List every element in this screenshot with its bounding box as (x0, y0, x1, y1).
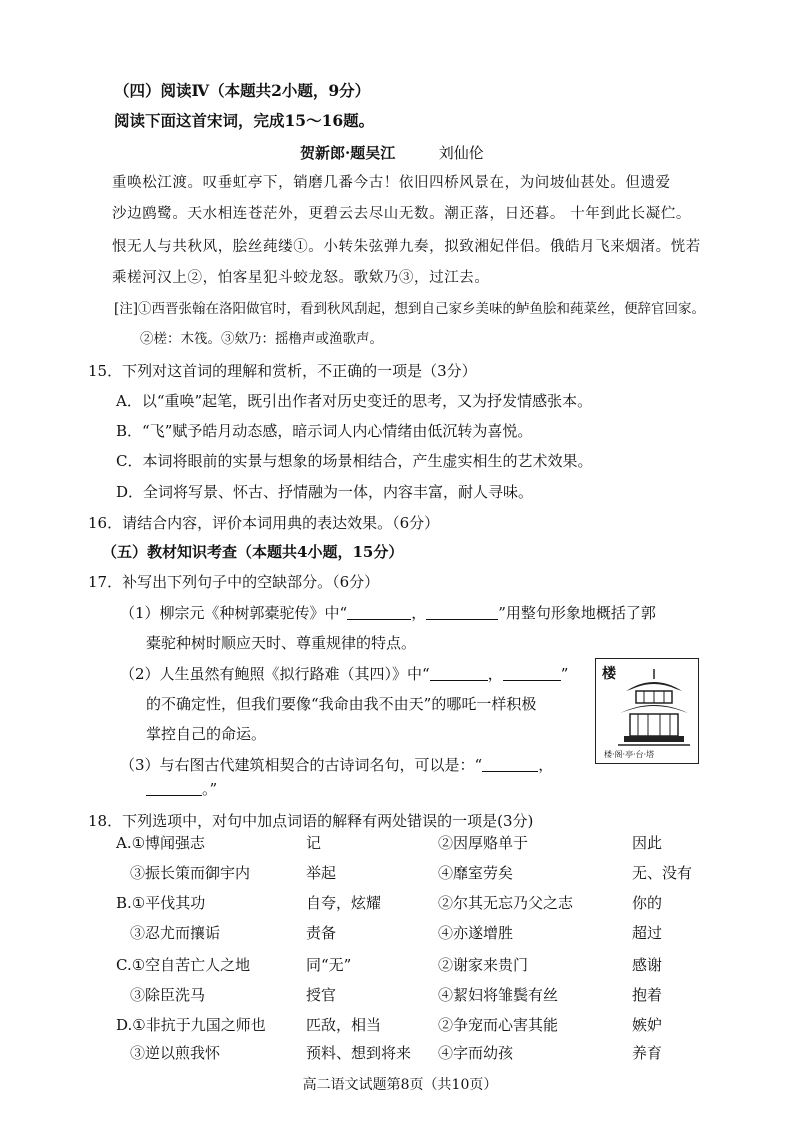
q18-term: ④亦遂增胜 (438, 924, 514, 942)
q18-term: ④絜妇将雏鬓有丝 (438, 986, 559, 1004)
q18-gloss: 预料、想到将来 (306, 1044, 412, 1062)
poem-line: 重唤松江渡。叹垂虹亭下，销磨几番今古！依旧四桥风景在，为问坡仙甚处。但遗爱 (112, 175, 671, 191)
q18-gloss: 记 (306, 834, 322, 852)
answer-blank[interactable] (426, 605, 498, 620)
answer-blank[interactable] (482, 757, 538, 772)
q17-part3 (120, 754, 553, 776)
q17-part1-suffix: ”用整句形象地概括了郭 (498, 604, 656, 622)
q17-part1 (120, 602, 656, 624)
pavilion-icon (596, 659, 698, 763)
figure-label: 楼 (602, 666, 616, 682)
section5-heading: （五）教材知识考查（本题共4小题，15分） (102, 543, 404, 561)
q18-gloss: 嫉妒 (632, 1016, 663, 1034)
q17-part2-cont2: 掌控自己的命运。 (146, 725, 267, 743)
q18-term: C.①空自苦亡人之地 (116, 956, 251, 974)
q17-comma: ， (538, 756, 554, 774)
q18-term: A.①博闻强志 (116, 834, 206, 852)
q16-stem: 16．请结合内容，评价本词用典的表达效果。（6分） (88, 514, 440, 532)
q15-stem: 15．下列对这首词的理解和赏析，不正确的一项是（3分） (88, 362, 477, 380)
answer-blank[interactable] (503, 666, 561, 681)
q18-gloss: 无、没有 (632, 864, 693, 882)
q17-comma: ， (487, 665, 503, 683)
q18-term: ②争宠而心害其能 (438, 1016, 559, 1034)
poem-title-text: 贺新郎·题吴江 (300, 144, 396, 162)
q18-gloss: 自夸，炫耀 (306, 894, 382, 912)
poem-note-2: ②槎：木筏。③欸乃：摇橹声或渔歌声。 (140, 331, 383, 347)
q18-term: D.①非抗于九国之师也 (116, 1016, 266, 1034)
q18-term: ③逆以煎我怀 (130, 1044, 221, 1062)
q18-term: ②尔其无忘乃父之志 (438, 894, 574, 912)
q15-option-b: B．“飞”赋予皓月动态感，暗示词人内心情绪由低沉转为喜悦。 (116, 422, 533, 440)
poem-author: 刘仙伦 (438, 144, 484, 162)
section4-instruction: 阅读下面这首宋词，完成15～16题。 (114, 111, 375, 130)
q18-term: ②谢家来贵门 (438, 956, 529, 974)
q18-gloss: 责备 (306, 924, 337, 942)
q17-part1-prefix: （1）柳宗元《种树郭橐驼传》中“ (120, 604, 348, 622)
q15-option-a: A．以“重唤”起笔，既引出作者对历史变迁的思考，又为抒发情感张本。 (116, 392, 593, 410)
q15-option-c: C．本词将眼前的实景与想象的场景相结合，产生虚实相生的艺术效果。 (116, 452, 593, 470)
q18-gloss: 授官 (306, 986, 337, 1004)
answer-blank[interactable] (146, 781, 202, 796)
q15-option-d: D．全词将写景、怀古、抒情融为一体，内容丰富，耐人寻味。 (116, 483, 534, 501)
q18-term: ②因厚赂单于 (438, 834, 529, 852)
q18-term: ③除臣洗马 (130, 986, 206, 1004)
q17-part2-quote-close: ” (560, 665, 569, 683)
q17-part3-end: 。” (202, 780, 218, 798)
q17-comma: ， (411, 604, 427, 622)
q18-term: B.①平伐其功 (116, 894, 206, 912)
q18-gloss: 匹敌，相当 (306, 1016, 382, 1034)
q17-stem: 17．补写出下列句子中的空缺部分。（6分） (88, 573, 380, 591)
q18-gloss: 抱着 (632, 986, 663, 1004)
poem-line: 乘槎河汉上②，怕客星犯斗蛟龙怒。歌欸乃③，过江去。 (112, 270, 490, 286)
q18-gloss: 同“无” (306, 956, 352, 974)
poem-note-1: [注]①西晋张翰在洛阳做官时，看到秋风刮起，想到自己家乡美味的鲈鱼脍和莼菜丝，便辞官回家。 (114, 301, 706, 317)
q17-part2-prefix: （2）人生虽然有鲍照《拟行路难（其四）》中“ (120, 665, 430, 683)
q18-term: ④字而幼孩 (438, 1044, 514, 1062)
page-footer: 高二语文试题第8页（共10页） (302, 1077, 498, 1093)
poem-line: 恨无人与共秋风，脍丝莼缕①。小转朱弦弹九奏，拟致湘妃伴侣。俄皓月飞来烟渚。恍若 (112, 239, 701, 255)
figure-caption: 楼·阁·亭·台·塔 (604, 750, 655, 759)
answer-blank[interactable] (430, 666, 488, 681)
q18-gloss: 养育 (632, 1044, 663, 1062)
poem-line: 沙边鸥鹭。天水相连苍茫外，更碧云去尽山无数。潮正落，日还暮。 十年到此长凝伫。 (112, 206, 692, 222)
q17-part3-prefix: （3）与右图古代建筑相契合的古诗词名句，可以是：“ (120, 756, 483, 774)
q18-gloss: 感谢 (632, 956, 663, 974)
pavilion-figure (595, 658, 699, 764)
q17-part2-cont: 的不确定性，但我们要像“我命由我不由天”的哪吒一样积极 (146, 695, 537, 713)
q18-gloss: 超过 (632, 924, 663, 942)
answer-blank[interactable] (347, 605, 411, 620)
q18-gloss: 因此 (632, 834, 663, 852)
section4-heading: （四）阅读Ⅳ（本题共2小题，9分） (114, 81, 371, 100)
q18-term: ④靡室劳矣 (438, 864, 514, 882)
q18-gloss: 举起 (306, 864, 337, 882)
q18-stem: 18．下列选项中，对句中加点词语的解释有两处错误的一项是(3分) (88, 812, 534, 830)
q18-term: ③忍尤而攘诟 (130, 924, 221, 942)
q18-gloss: 你的 (632, 894, 663, 912)
q17-part2 (120, 663, 568, 685)
q17-part3-cont (146, 778, 217, 800)
poem-title (300, 142, 484, 164)
q18-term: ③振长策而御宇内 (130, 864, 251, 882)
q17-part1-cont: 橐驼种树时顺应天时、尊重规律的特点。 (146, 634, 417, 652)
